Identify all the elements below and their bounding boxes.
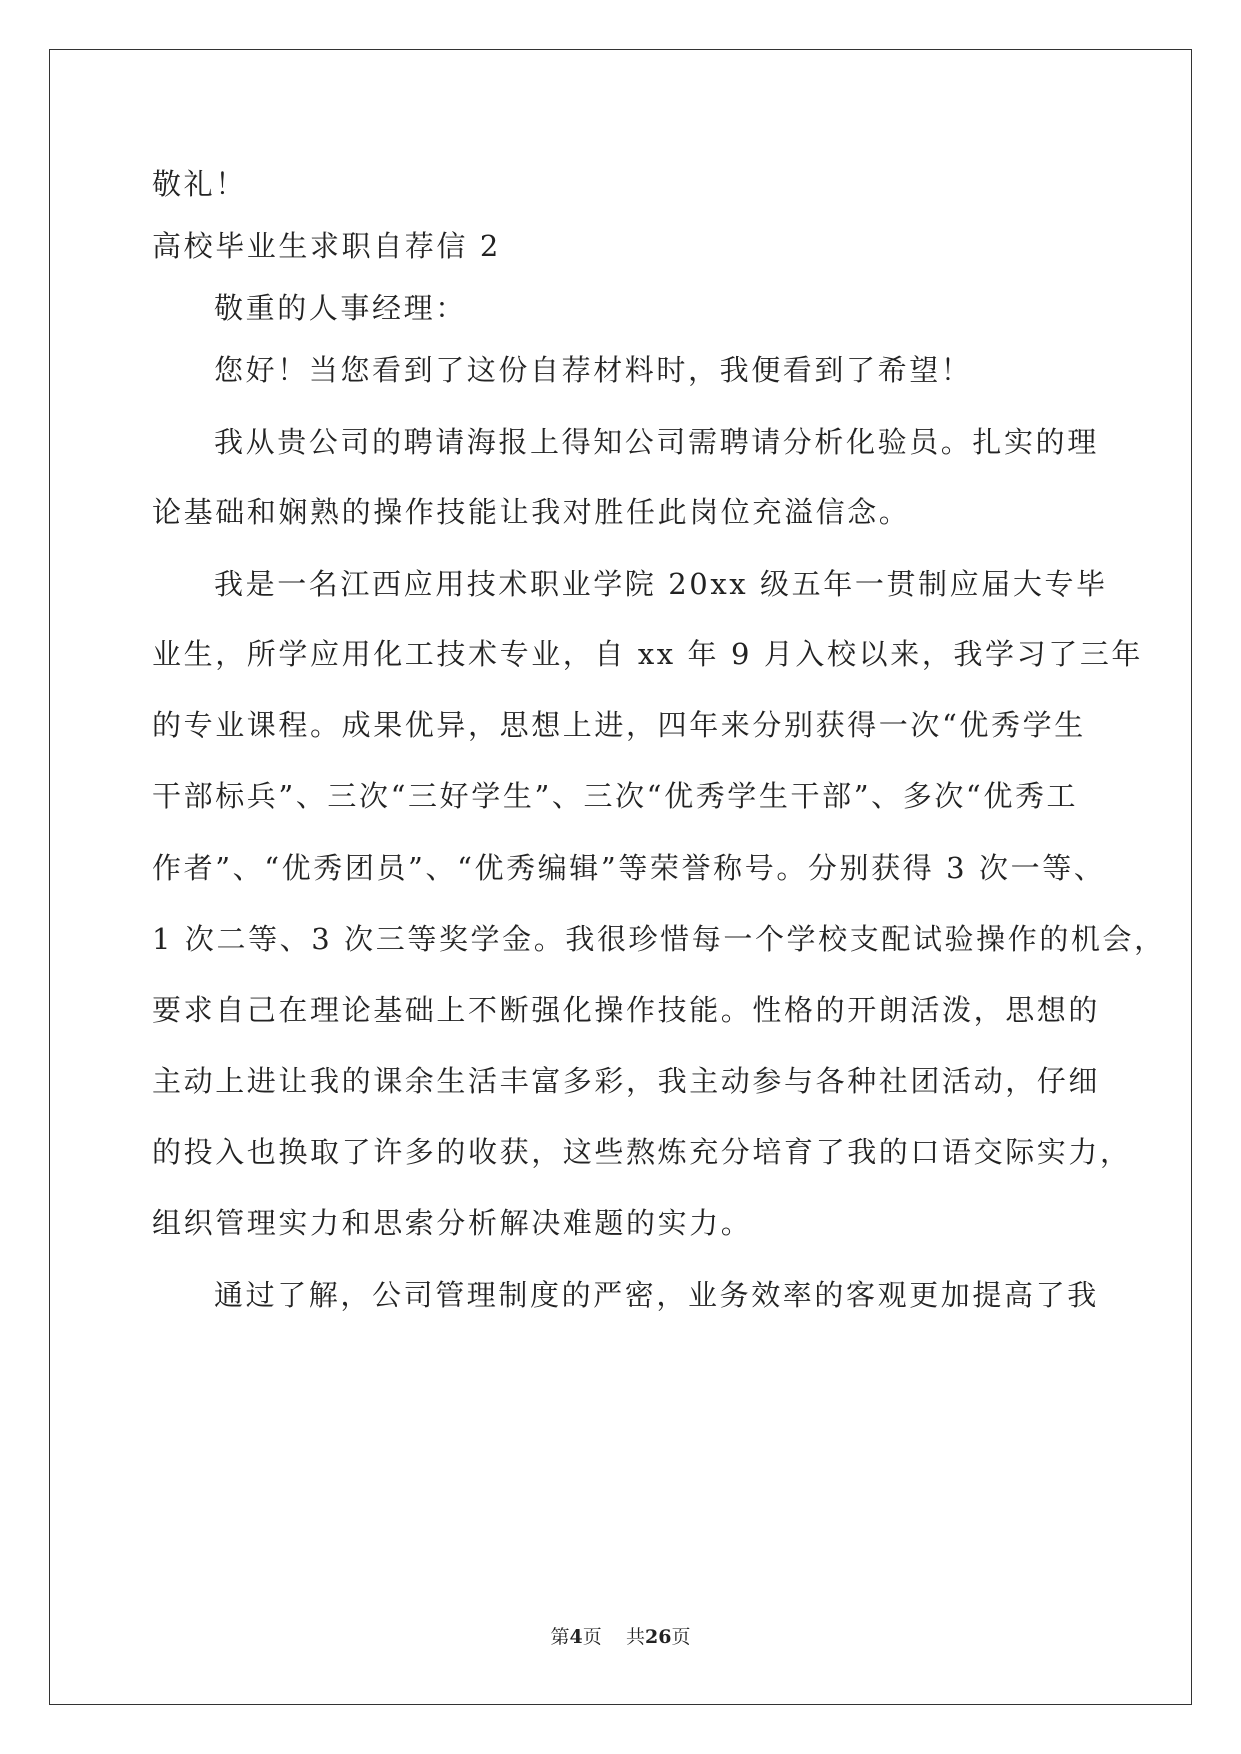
greeting: 敬重的人事经理： — [214, 291, 467, 325]
page-footer — [0, 1625, 1241, 1649]
total-pages: 26 — [644, 1626, 672, 1648]
paragraph-line: 1 次二等、3 次三等奖学金。我很珍惜每一个学校支配试验操作的机会， — [152, 922, 1166, 956]
page-number: 4 — [569, 1626, 583, 1648]
paragraph-line: 您好！当您看到了这份自荐材料时，我便看到了希望！ — [214, 353, 973, 387]
paragraph-line: 的专业课程。成果优异，思想上进，四年来分别获得一次“优秀学生 — [152, 708, 1086, 742]
closing-salutation: 敬礼！ — [152, 167, 247, 201]
paragraph-line: 业生，所学应用化工技术专业，自 xx 年 9 月入校以来，我学习了三年 — [152, 637, 1144, 671]
paragraph-line: 我是一名江西应用技术职业学院 20xx 级五年一贯制应届大专毕 — [214, 567, 1108, 601]
paragraph-line: 论基础和娴熟的操作技能让我对胜任此岗位充溢信念。 — [152, 495, 911, 529]
paragraph-line: 通过了解，公司管理制度的严密，业务效率的客观更加提高了我 — [214, 1278, 1099, 1312]
page-suffix: 页 — [582, 1626, 602, 1648]
paragraph-line: 的投入也换取了许多的收获，这些熬炼充分培育了我的口语交际实力， — [152, 1135, 1132, 1169]
paragraph-line: 主动上进让我的课余生活丰富多彩，我主动参与各种社团活动，仔细 — [152, 1064, 1101, 1098]
paragraph-line: 要求自己在理论基础上不断强化操作技能。性格的开朗活泼，思想的 — [152, 993, 1101, 1027]
page-prefix: 第 — [550, 1626, 570, 1648]
paragraph-line: 我从贵公司的聘请海报上得知公司需聘请分析化验员。扎实的理 — [214, 425, 1099, 459]
letter-title: 高校毕业生求职自荐信 2 — [152, 229, 501, 263]
paragraph-line: 干部标兵”、三次“三好学生”、三次“优秀学生干部”、多次“优秀工 — [152, 779, 1079, 813]
total-prefix: 共 — [625, 1626, 645, 1648]
paragraph-line: 组织管理实力和思索分析解决难题的实力。 — [152, 1206, 753, 1240]
paragraph-line: 作者”、“优秀团员”、“优秀编辑”等荣誉称号。分别获得 3 次一等、 — [152, 851, 1106, 885]
total-suffix: 页 — [671, 1626, 691, 1648]
